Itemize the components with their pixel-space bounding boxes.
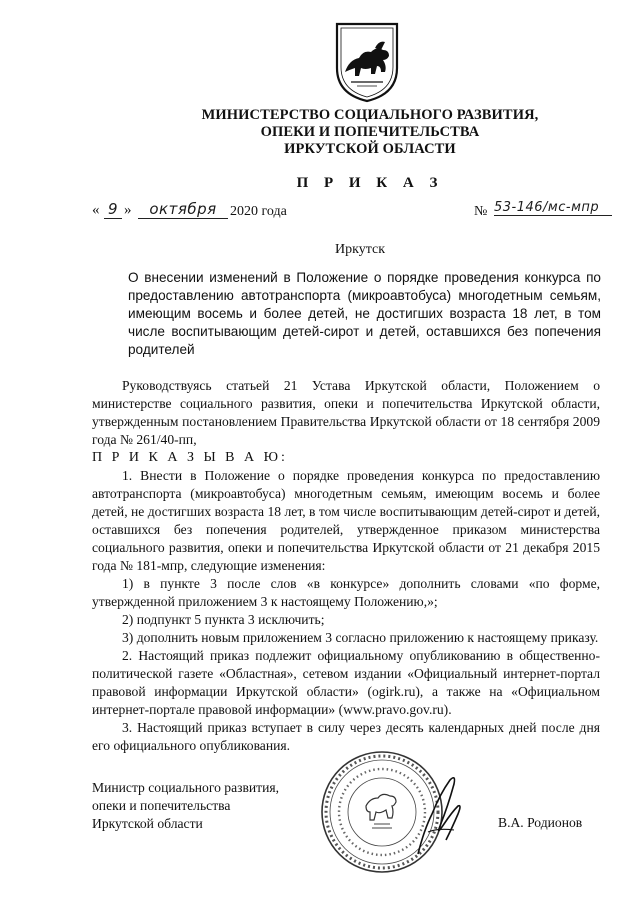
- prikazyvayu-heading: П Р И К А З Ы В А Ю:: [92, 450, 288, 465]
- order-body: [92, 377, 600, 755]
- item-1: 1. Внести в Положение о порядке проведения конкурса по предоставлению автотранспорта (микроавтобуса) многодетным семьям, имеющим восемь и более детей, не достигших возраста 18 лет, в том числе воспитывающим детей-сирот и детей, оставшихся без попечения родителей, утвержденное приказом министерства социального развития, опеки и попечительства Иркутской области от 21 декабря 2015 года № 181-мпр, следующие изменения:: [92, 468, 600, 573]
- ministry-name: [120, 107, 620, 158]
- document-type-title: П Р И К А З: [296, 175, 444, 191]
- item-1-subitem-1: 1) в пункте 3 после слов «в конкурсе» дополнить словами «по форме, утвержденной приложением 3 к настоящему Положению,»;: [92, 576, 600, 609]
- ministry-line: ОПЕКИ И ПОПЕЧИТЕЛЬСТВА: [260, 124, 480, 140]
- position-line: Министр социального развития,: [92, 780, 280, 795]
- date-year: 2020 года: [230, 204, 287, 219]
- item-2: 2. Настоящий приказ подлежит официальному опубликованию в общественно-политической газете «Областная», сетевом издании «Официальный интернет-портал правовой информации Иркутской области» (ogirk.ru), а также на «Официальном интернет-портале правовой информации» (www.pravo.gov.ru).: [92, 648, 600, 717]
- item-1-subitem-3: 3) дополнить новым приложением 3 согласно приложению к настоящему приказу.: [122, 630, 599, 645]
- document-number: 53-146/мс-мпр: [494, 200, 612, 216]
- date-number-row: [92, 200, 612, 224]
- coat-of-arms-icon: [331, 20, 403, 104]
- date-month: октября: [138, 200, 228, 219]
- signature-icon: [410, 770, 470, 860]
- number-label: №: [474, 204, 488, 219]
- item-3: 3. Настоящий приказ вступает в силу через десять календарных дней после дня его официального опубликования.: [92, 720, 600, 753]
- item-1-subitem-2: 2) подпункт 5 пункта 3 исключить;: [122, 612, 325, 627]
- position-line: опеки и попечительства: [92, 798, 231, 813]
- date-close-quote: »: [124, 202, 132, 218]
- position-line: Иркутской области: [92, 816, 203, 831]
- date-day: 9: [104, 200, 122, 219]
- date-open-quote: «: [92, 202, 100, 218]
- preamble: Руководствуясь статьей 21 Устава Иркутской области, Положением о министерстве социального развития, опеки и попечительства Иркутской области, утвержденным постановлением Правительства Иркутской области от 18 сентября 2009 года № 261/40-пп,: [92, 378, 600, 447]
- city: Иркутск: [334, 242, 386, 257]
- order-title: О внесении изменений в Положение о порядке проведения конкурса по предоставлению автотранспорта (микроавтобуса) многодетным семьям, имеющим восемь и более детей, не достигших возраста 18 лет, в том числе воспитывающим детей-сирот и детей, оставшихся без попечения родителей: [128, 270, 601, 357]
- ministry-line: ИРКУТСКОЙ ОБЛАСТИ: [284, 141, 456, 157]
- signatory-name: В.А. Родионов: [498, 815, 583, 830]
- signatory-position: [92, 779, 279, 833]
- ministry-line: МИНИСТЕРСТВО СОЦИАЛЬНОГО РАЗВИТИЯ,: [201, 107, 539, 123]
